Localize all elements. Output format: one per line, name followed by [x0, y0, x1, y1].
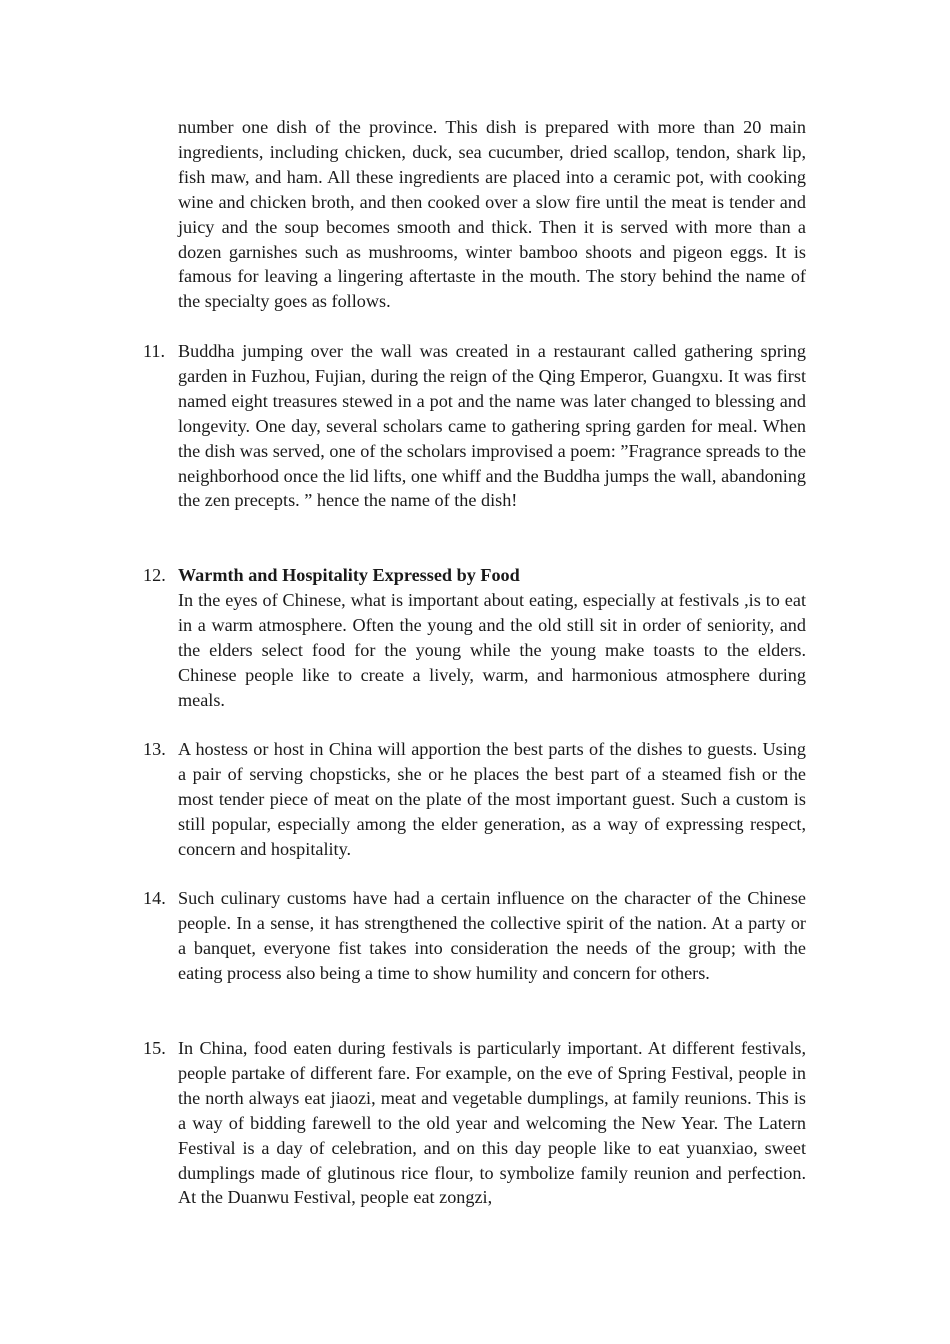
item-text-14: Such culinary customs have had a certain influence on the character of the Chinese people. In a sense, it has strengthened the collective spirit of the nation. At a party or a banquet, everyone fist takes into consideration the needs of the group; with the eating process also being a time to show humility and concern for others. — [178, 888, 806, 983]
intro-paragraph: number one dish of the province. This dish is prepared with more than 20 main ingredients, including chicken, duck, sea cucumber, dried scallop, tendon, shark lip, fish maw, and ham. All these ingredients are placed into a ceramic pot, with cooking wine and chicken broth, and then cooked over a slow fire until the meat is tender and juicy and the soup becomes smooth and thick. Then it is served with more than a dozen garnishes such as mushrooms, winter bamboo shoots and pigeon eggs. It is famous for leaving a lingering aftertaste in the mouth. The story behind the name of the specialty goes as follows. — [178, 117, 806, 312]
item-text-13: A hostess or host in China will apportion the best parts of the dishes to guests. Using a pair of serving chopsticks, she or he places the best part of a steamed fish or the most tender piece of meat on the plate of the most important guest. Such a custom is still popular, especially among the elder generation, as a way of expressing respect, concern and hospitality. — [178, 739, 806, 859]
item-text-11: Buddha jumping over the wall was created in a restaurant called gathering spring garden in Fuzhou, Fujian, during the reign of the Qing Emperor, Guangxu. It was first named eight treasures stewed in a pot and the name was later changed to blessing and longevity. One day, several scholars came to gathering spring garden for meal. When the dish was served, one of the scholars improvised a poem: ”Fragrance spreads to the neighborhood once the lid lifts, one whiff and the Buddha jumps the wall, abandoning the zen precepts. ” hence the name of the dish! — [178, 341, 806, 511]
item-number-11: 11. — [143, 341, 166, 361]
item-number-12: 12. — [143, 565, 166, 585]
item-number-14: 14. — [143, 888, 166, 908]
item-text-12: In the eyes of Chinese, what is important about eating, especially at festivals ,is to eat in a warm atmosphere. Often the young and the old still sit in order of seniority, and the elders select food for the young while the young make toasts to the elders. Chinese people like to create a lively, warm, and harmonious atmosphere during meals. — [178, 589, 806, 710]
item-number-13: 13. — [143, 739, 166, 759]
section-heading: Warmth and Hospitality Expressed by Food — [178, 565, 520, 585]
item-number-15: 15. — [143, 1038, 166, 1058]
item-block-12 — [178, 563, 806, 712]
item-text-15: In China, food eaten during festivals is particularly important. At different festivals, people partake of different fare. For example, on the eve of Spring Festival, people in the north always eat jiaozi, meat and vegetable dumplings, at family reunions. This is a way of bidding farewell to the old year and welcoming the New Year. The Latern Festival is a day of celebration, and on this day people like to eat yuanxiao, sweet dumplings made of glutinous rice flour, to symbolize family reunion and perfection. At the Duanwu Festival, people eat zongzi, — [178, 1038, 806, 1208]
